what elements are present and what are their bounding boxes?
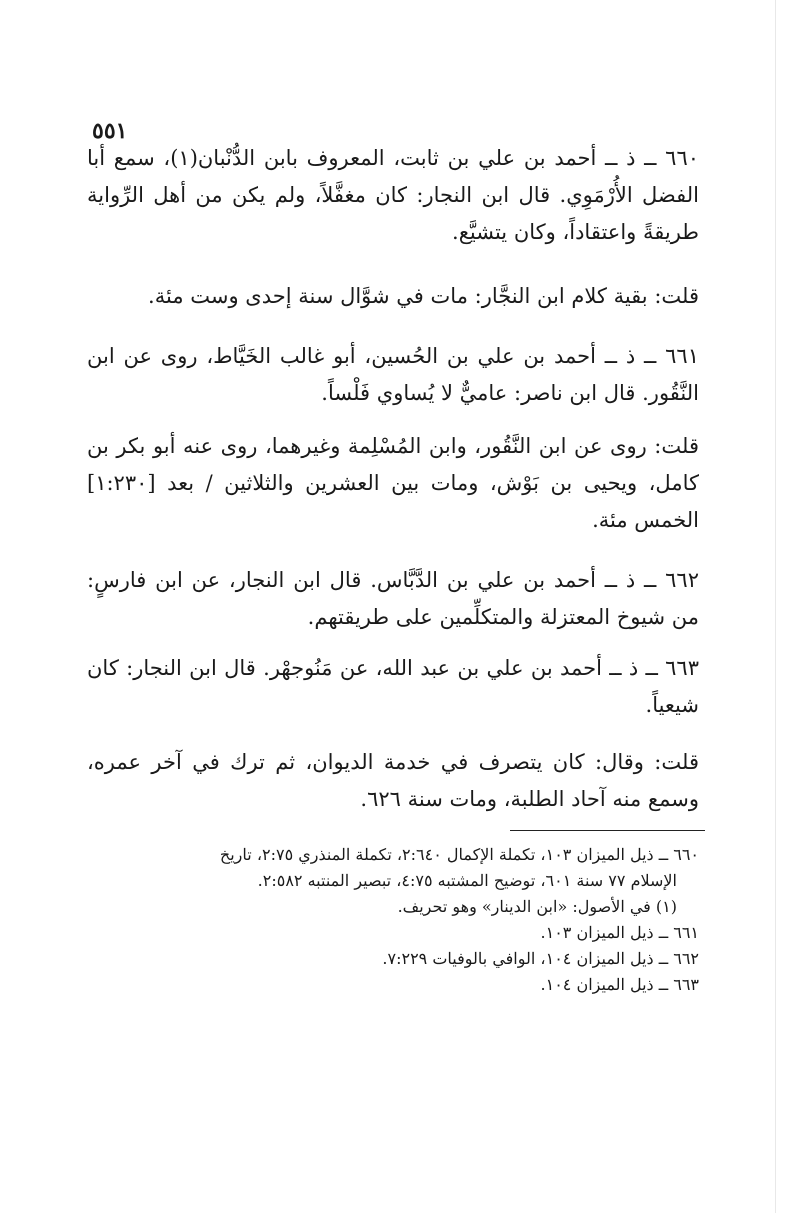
footnote-line: الإسلام ٧٧ سنة ٦٠١، توضيح المشتبه ٤:٧٥، تبصير المنتبه ٢:٥٨٢. xyxy=(257,871,677,890)
entry-663-comment-text: قلت: وقال: كان يتصرف في خدمة الديوان، ثم ترك في آخر عمره، وسمع منه آحاد الطلبة، ومات سنة ٦٢٦. xyxy=(87,750,699,811)
entry-661-comment xyxy=(87,428,699,539)
footnote-line: ٦٦١ ــ ذيل الميزان ١٠٣. xyxy=(540,923,699,942)
footnote-line: ٦٦٣ ــ ذيل الميزان ١٠٤. xyxy=(540,975,699,994)
entry-663-text: ٦٦٣ ــ ذ ــ أحمد بن علي بن عبد الله، عن مَنُوجهْر. قال ابن النجار: كان شيعياً. xyxy=(87,656,699,717)
page-number: ٥٥١ xyxy=(92,118,128,144)
scan-edge-line xyxy=(775,0,776,1213)
entry-662 xyxy=(87,562,699,636)
footnote-line: (١) في الأصول: «ابن الدينار» وهو تحريف. xyxy=(397,897,677,916)
entry-660 xyxy=(87,140,699,251)
entry-663 xyxy=(87,650,699,724)
entry-660-text: ٦٦٠ ــ ذ ــ أحمد بن علي بن ثابت، المعروف بابن الدُّنْبان(١)، سمع أبا الفضل الأُرْمَوِي. قال ابن النجار: كان مغفَّلاً، ولم يكن من أهل الرِّواية طريقةً واعتقاداً، وكان يتشيَّع. xyxy=(87,146,700,244)
entry-663-comment xyxy=(87,744,699,818)
footnote-separator xyxy=(510,830,705,831)
footnote-line: ٦٦٠ ــ ذيل الميزان ١٠٣، تكملة الإكمال ٢:٦٤٠، تكملة المنذري ٢:٧٥، تاريخ xyxy=(219,845,699,864)
entry-660-comment-text: قلت: بقية كلام ابن النجَّار: مات في شوَّال سنة إحدى وست مئة. xyxy=(148,284,699,308)
footnotes xyxy=(87,842,699,998)
entry-660-comment xyxy=(87,278,699,315)
entry-661 xyxy=(87,338,699,412)
entry-661-comment-text: قلت: روى عن ابن النَّقُور، وابن المُسْلِمة وغيرهما، روى عنه أبو بكر بن كامل، ويحيى بن بَوْش، ومات بين العشرين والثلاثين / بعد [١:٢٣٠] الخمس مئة. xyxy=(87,434,699,532)
entry-662-text: ٦٦٢ ــ ذ ــ أحمد بن علي بن الدَّبَّاس. قال ابن النجار، عن ابن فارسٍ: من شيوخ المعتزلة والمتكلِّمين على طريقتهم. xyxy=(87,568,699,629)
footnote-line: ٦٦٢ ــ ذيل الميزان ١٠٤، الوافي بالوفيات ٧:٢٢٩. xyxy=(382,949,699,968)
entry-661-text: ٦٦١ ــ ذ ــ أحمد بن علي بن الحُسين، أبو غالب الخَيَّاط، روى عن ابن النَّقُور. قال ابن ناصر: عاميٌّ لا يُساوي فَلْساً. xyxy=(87,344,699,405)
